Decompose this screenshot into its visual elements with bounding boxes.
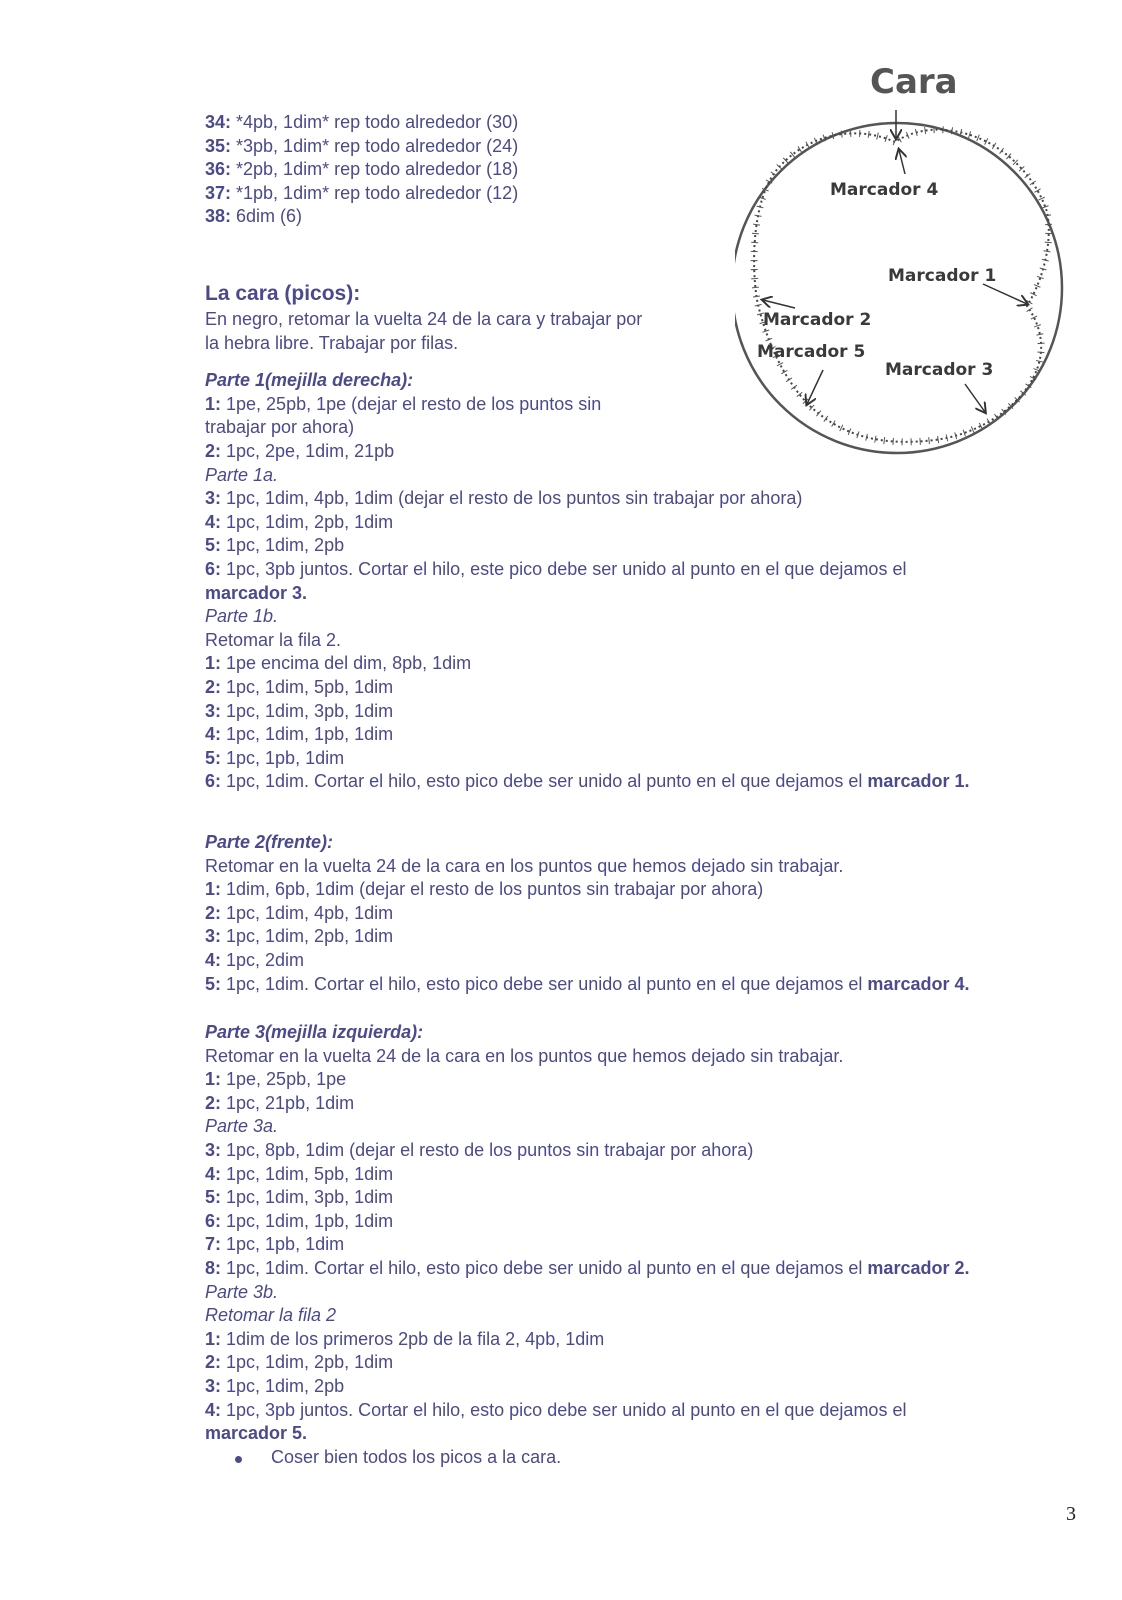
arrow-marcador-2 [763,300,795,308]
instruction-row: 2: 1pc, 21pb, 1dim [205,1092,355,1113]
instruction-row: 3: 1pc, 8pb, 1dim (dejar el resto de los puntos sin trabajar por ahora) [205,1139,754,1160]
instruction-row: 3: 1pc, 1dim, 4pb, 1dim (dejar el resto de los puntos sin trabajar por ahora) [205,488,803,509]
instruction-row: trabajar por ahora) [205,417,355,438]
round-35: 35: *3pb, 1dim* rep todo alrededor (24) [205,135,519,156]
instruction-row: 2: 1pc, 2pe, 1dim, 21pb [205,440,395,461]
parte3-heading: Parte 3(mejilla izquierda): [205,1022,424,1042]
round-38: 38: 6dim (6) [205,206,303,227]
face-outline-svg [735,62,1085,462]
instruction-row: 4: 1pc, 1dim, 1pb, 1dim [205,724,394,745]
instruction-row: 8: 1pc, 1dim. Cortar el hilo, esto pico debe ser unido al punto en el que dejamos el marcador 2. [205,1257,970,1278]
parte2-heading: Parte 2(frente): [205,832,334,852]
instruction-row: 1: 1pe encima del dim, 8pb, 1dim [205,653,472,674]
parte2-section [205,831,969,996]
subpart-heading: Parte 1b. [205,606,279,627]
instruction-row: 4: 1pc, 3pb juntos. Cortar el hilo, esto pico debe ser unido al punto en el que dejamos el [205,1399,907,1420]
bullet-item: Coser bien todos los picos a la cara. [205,1446,969,1470]
instruction-row: 2: 1pc, 1dim, 2pb, 1dim [205,1352,394,1373]
subpart-heading: Retomar la fila 2 [205,1305,337,1326]
instruction-row: 5: 1pc, 1dim, 2pb [205,535,345,556]
instruction-row: 1: 1pe, 25pb, 1pe (dejar el resto de los puntos sin [205,393,602,414]
section-title: La cara (picos): [205,282,361,305]
instruction-row: 6: 1pc, 1dim. Cortar el hilo, esto pico debe ser unido al punto en el que dejamos el marcador 1. [205,771,970,792]
parte1-heading: Parte 1(mejilla derecha): [205,370,414,391]
instruction-row: 6: 1pc, 1dim, 1pb, 1dim [205,1210,394,1231]
instruction-row: 1: 1dim de los primeros 2pb de la fila 2, 4pb, 1dim [205,1328,605,1349]
round-37: 37: *1pb, 1dim* rep todo alrededor (12) [205,182,519,203]
instruction-row: 1: 1dim, 6pb, 1dim (dejar el resto de los puntos sin trabajar por ahora) [205,879,764,900]
instruction-row: 4: 1pc, 1dim, 5pb, 1dim [205,1163,394,1184]
instruction-row: 5: 1pc, 1dim. Cortar el hilo, esto pico debe ser unido al punto en el que dejamos el marcador 4. [205,973,970,994]
instruction-row: 5: 1pc, 1dim, 3pb, 1dim [205,1187,394,1208]
marker-reference: marcador 3. [205,582,308,603]
instruction-row: 4: 1pc, 1dim, 2pb, 1dim [205,511,394,532]
round-34: 34: *4pb, 1dim* rep todo alrededor (30) [205,112,519,132]
label-marcador-2: Marcador 2 [763,310,872,330]
instruction-row: 3: 1pc, 1dim, 3pb, 1dim [205,700,394,721]
instruction-row: Retomar en la vuelta 24 de la cara en los puntos que hemos dejado sin trabajar. [205,1045,844,1066]
label-marcador-5: Marcador 5 [757,342,866,362]
instruction-row: 7: 1pc, 1pb, 1dim [205,1234,345,1255]
label-marcador-3: Marcador 3 [885,360,994,380]
instruction-row: 3: 1pc, 1dim, 2pb [205,1375,345,1396]
bullet-icon [235,1456,242,1463]
page-number: 3 [1066,1503,1076,1525]
instruction-row: 2: 1pc, 1dim, 4pb, 1dim [205,902,394,923]
marker-reference: marcador 5. [205,1423,308,1444]
label-marcador-4: Marcador 4 [830,180,939,200]
arrow-marcador-1 [983,284,1027,304]
instruction-row: 5: 1pc, 1pb, 1dim [205,747,345,768]
figure-title: Cara [870,62,958,102]
label-marcador-1: Marcador 1 [888,266,997,286]
subpart-heading: Parte 1a. [205,464,279,485]
instruction-row: 2: 1pc, 1dim, 5pb, 1dim [205,676,394,697]
intro-line: En negro, retomar la vuelta 24 de la cara y trabajar por [205,309,643,329]
intro-line: la hebra libre. Trabajar por filas. [205,332,459,353]
arrow-marcador-5 [807,370,823,404]
parte3-section [205,1021,969,1469]
subpart-heading: Parte 3b. [205,1281,279,1302]
instruction-row: 3: 1pc, 1dim, 2pb, 1dim [205,926,394,947]
instruction-row: Retomar en la vuelta 24 de la cara en los puntos que hemos dejado sin trabajar. [205,855,844,876]
rounds-list [205,111,518,229]
instruction-row: 6: 1pc, 3pb juntos. Cortar el hilo, este pico debe ser unido al punto en el que dejamos el [205,558,907,579]
round-36: 36: *2pb, 1dim* rep todo alrededor (18) [205,159,519,180]
arrow-marcador-3 [965,384,985,412]
face-diagram [735,62,1085,462]
arrow-marcador-4 [899,150,905,174]
instruction-row: Retomar la fila 2. [205,629,342,650]
instruction-row: 4: 1pc, 2dim [205,949,305,970]
instruction-row: 1: 1pe, 25pb, 1pe [205,1069,347,1090]
subpart-heading: Parte 3a. [205,1116,279,1137]
